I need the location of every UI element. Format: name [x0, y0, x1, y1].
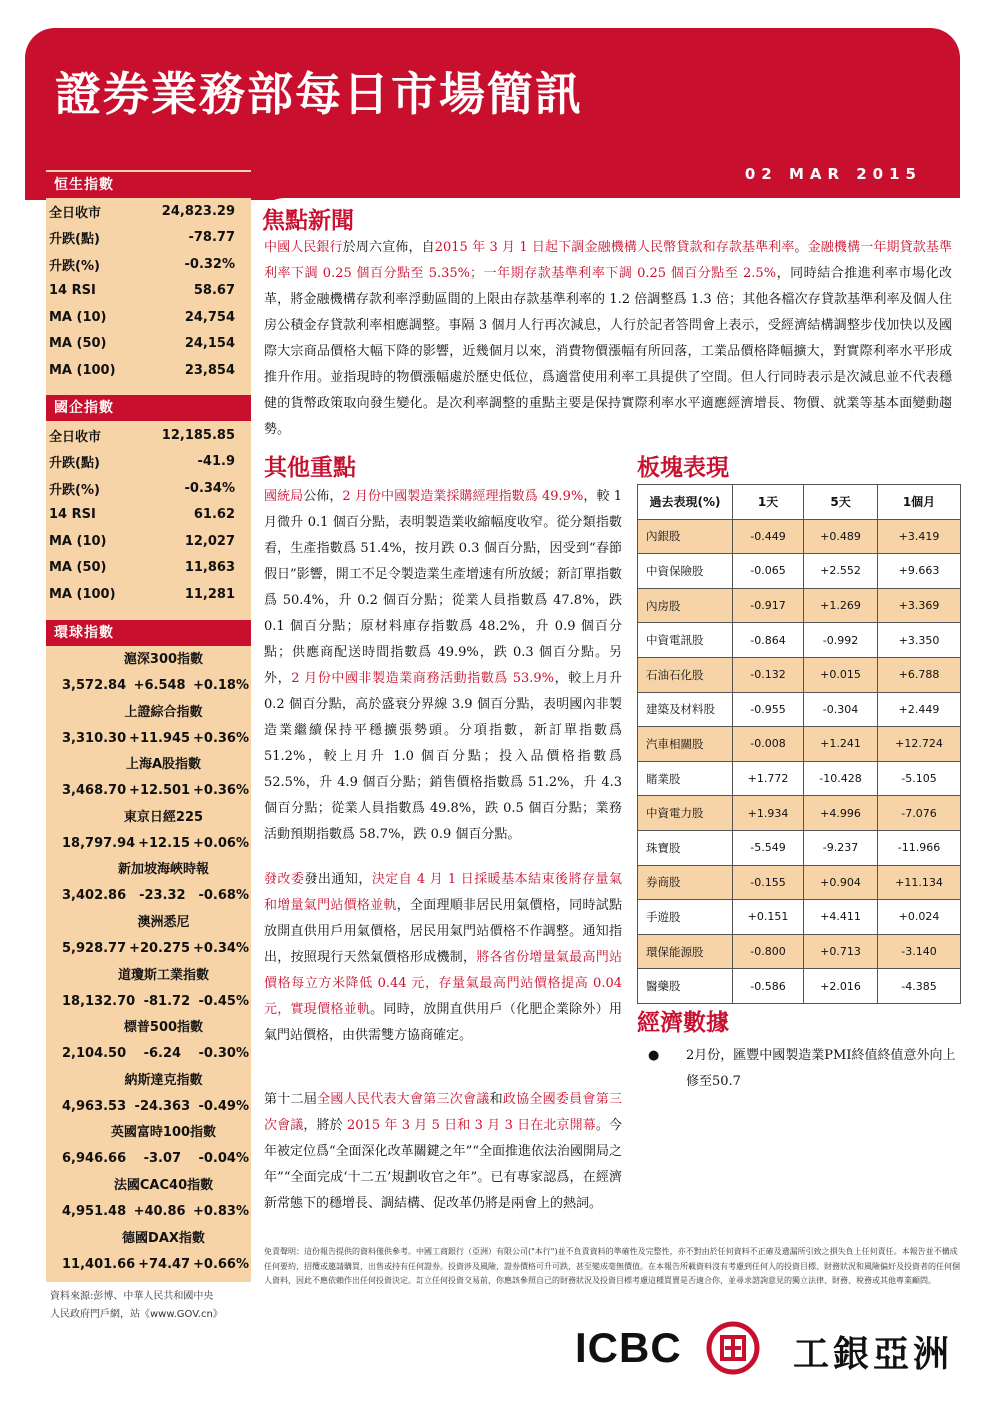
sector-row: [638, 934, 961, 969]
global-index-close: 3,402.86: [62, 888, 127, 904]
sector-cell-d5: +0.713: [804, 934, 878, 969]
hsi-row-label: 14 RSI: [49, 283, 96, 299]
hscei-row-label: MA (10): [49, 533, 107, 549]
sector-cell-m1: +0.024: [878, 900, 961, 935]
hscei-row-value: -41.9: [197, 454, 235, 470]
page-title: 證券業務部每日市場簡訊: [55, 67, 583, 121]
global-header: 環球指數: [46, 620, 251, 646]
sector-cell-d1: -0.917: [733, 588, 804, 623]
global-index-values: [46, 1199, 251, 1225]
hscei-row-value: 11,281: [184, 586, 235, 602]
global-index-chg: -6.24: [143, 1046, 182, 1062]
sector-cell-m1: +6.788: [878, 657, 961, 692]
global-index-chg: -24.363: [134, 1098, 191, 1114]
sector-cell-d5: +2.016: [804, 969, 878, 1004]
hscei-row-label: 14 RSI: [49, 507, 96, 523]
hscei-row-label: MA (50): [49, 560, 107, 576]
hscei-row-value: -0.34%: [184, 480, 235, 496]
global-index-close: 5,928.77: [62, 940, 127, 956]
global-index-item: [46, 1120, 251, 1173]
sector-cell-d5: -0.992: [804, 623, 878, 658]
sector-header-row: [638, 485, 961, 520]
sector-header-cell: 過去表現(%): [638, 485, 733, 520]
other-paragraph-pmi: 國統局公佈，2 月份中國製造業採購經理指數爲 49.9%，較 1 月微升 0.1 個百分點，表明製造業收縮幅度收窄。從分類指數看，生產指數爲 51.4%，按月跌 0.3 個百分點，因受到“春節假日”影響，開工不足令製造業生產增速有所放緩；新訂單指數爲 50.4%，升 0.2 個百分點；從業人員指數爲 47.8%，跌 0.1 個百分點；原材料庫存指數爲 48.2%，升 0.9 個百分點；供應商配送時間指數爲 49.9%，跌 0.3 個百分點。另外，2 月份中國非製造業商務活動指數爲 53.9%，較上月升 0.2 個百分點，高於盛衰分界線 3.9 個百分點，表明國內非製造業繼續保持平穩擴張勢頭。分項指數，新訂單指數爲 51.2%，較上月升 1.0 個百分點；投入品價格指數爲 52.5%，升 4.9 個百分點；銷售價格指數爲 51.2%，升 4.3 個百分點；從業人員指數爲 49.8%，跌 0.5 個百分點；業務活動預期指數爲 58.7%，跌 0.9 個百分點。: [264, 489, 622, 842]
global-index-values: [46, 1094, 251, 1120]
global-index-pct: +0.06%: [193, 835, 249, 851]
sector-table: [637, 484, 961, 1004]
sector-cell-m1: +2.449: [878, 692, 961, 727]
sector-cell-name: 內銀股: [638, 519, 733, 554]
global-index-pct: +0.66%: [193, 1256, 249, 1272]
global-index-chg: +12.15: [138, 835, 191, 851]
global-index-close: 6,946.66: [62, 1151, 127, 1167]
icbc-logo: [575, 1316, 960, 1376]
hsi-row: [46, 198, 251, 225]
sector-cell-d5: +4.996: [804, 796, 878, 831]
disclaimer: 免責聲明：這份報告提供的資料僅供參考。中國工商銀行（亞洲）有限公司("本行")並不負責資料的準確性及完整性，亦不對由於任何資料不正確及遺漏所引致之損失負上任何責任。本報告並不構成任何要約，招攬或邀請購買，出售或持有任何證券。投資涉及風險，證券價格可升可跌，甚至變成毫無價值。在本報告所載資料沒有考慮到任何人的投資目標、財務狀況和風險偏好及投資者的任何個人資料，因此不應依賴作出任何投資決定。訂立任何投資交易前，你應該參照自己的財務狀況及投資目標考慮這種買賣是否適合你，並尋求諮詢意見的獨立法律、財務、稅務或其他專業顧問。: [264, 1247, 960, 1285]
sector-cell-name: 環保能源股: [638, 934, 733, 969]
global-index-name: 上證綜合指數: [124, 704, 203, 720]
hscei-row-value: 12,185.85: [161, 427, 235, 443]
hscei-row-label: MA (100): [49, 586, 116, 602]
sector-cell-name: 中資保險股: [638, 554, 733, 589]
global-index-pct: +0.34%: [193, 940, 249, 956]
global-index-pct: -0.04%: [198, 1151, 249, 1167]
hsi-row-label: MA (100): [49, 362, 116, 378]
hscei-row: [46, 502, 251, 529]
global-index-close: 4,951.48: [62, 1203, 127, 1219]
global-index-pct: +0.18%: [192, 678, 249, 693]
sector-cell-d1: -0.132: [733, 657, 804, 692]
sector-row: [638, 657, 961, 692]
global-index-name: 澳洲悉尼: [137, 914, 190, 930]
hsi-row-value: 23,854: [184, 362, 235, 378]
econ-item: 2月份，匯豐中國製造業PMI終值終值意外向上修至50.7: [686, 1048, 956, 1089]
sector-row: [638, 727, 961, 762]
sector-cell-name: 建築及材料股: [638, 692, 733, 727]
sector-cell-m1: +3.369: [878, 588, 961, 623]
global-index-name: 法國CAC40指數: [113, 1177, 214, 1193]
sector-cell-name: 中資電訊股: [638, 623, 733, 658]
hsi-row: [46, 357, 251, 384]
hsi-row-label: 升跌(點): [49, 232, 100, 248]
sector-row: [638, 588, 961, 623]
global-index-close: 3,572.84: [62, 678, 127, 693]
sector-cell-d5: +1.269: [804, 588, 878, 623]
sector-cell-d1: -0.864: [733, 623, 804, 658]
sector-cell-m1: -4.385: [878, 969, 961, 1004]
hsi-row-value: 24,754: [184, 309, 235, 325]
hsi-row: [46, 251, 251, 278]
sector-cell-name: 醫藥股: [638, 969, 733, 1004]
hsi-row-label: MA (10): [49, 309, 107, 325]
hscei-row: [46, 555, 251, 582]
global-index-chg: +74.47: [138, 1256, 191, 1272]
sector-cell-d5: -10.428: [804, 761, 878, 796]
sector-row: [638, 969, 961, 1004]
global-index-item: [46, 805, 251, 858]
global-index-item: [46, 1173, 251, 1226]
sector-cell-m1: +3.350: [878, 623, 961, 658]
sector-cell-d5: +1.241: [804, 727, 878, 762]
sector-cell-d1: -0.800: [733, 934, 804, 969]
sector-row: [638, 796, 961, 831]
global-index-item: [46, 647, 251, 700]
global-index-name: 道瓊斯工業指數: [117, 967, 209, 983]
sector-cell-name: 賭業股: [638, 761, 733, 796]
sidebar: [46, 170, 251, 1282]
sector-cell-name: 汽車相關股: [638, 727, 733, 762]
global-index-pct: +0.36%: [193, 730, 249, 746]
sector-cell-d1: -0.955: [733, 692, 804, 727]
icbc-emblem-icon: [705, 1320, 761, 1376]
sector-row: [638, 830, 961, 865]
hscei-row-label: 升跌(點): [49, 456, 100, 472]
global-index-pct: -0.68%: [198, 888, 249, 904]
global-index-name: 滬深300指數: [123, 652, 204, 667]
global-index-values: [46, 1041, 251, 1067]
global-index-item: [46, 700, 251, 753]
sector-cell-m1: +11.134: [878, 865, 961, 900]
other-title: 其他重點: [264, 454, 356, 481]
hscei-row-label: 升跌(%): [49, 482, 100, 498]
logo-text: ICBC: [575, 1324, 682, 1371]
hsi-row-value: 58.67: [193, 283, 235, 299]
global-index-chg: +20.275: [129, 940, 191, 956]
hsi-row-value: -78.77: [188, 230, 235, 246]
hscei-header: 國企指數: [46, 395, 251, 421]
sector-row: [638, 519, 961, 554]
global-index-item: [46, 857, 251, 910]
global-index-item: [46, 1226, 251, 1279]
global-index-chg: -23.32: [139, 888, 186, 904]
sector-cell-name: 石油石化股: [638, 657, 733, 692]
focus-paragraph: 中國人民銀行於周六宣佈，自2015 年 3 月 1 日起下調金融機構人民幣貸款和存款基準利率。金融機構一年期貸款基準利率下調 0.25 個百分點至 5.35%；一年期存款基準利率下調 0.25 個百分點至 2.5%，同時結合推進利率市場化改革，將金融機構存款利率浮動區間的上限由存款基準利率的 1.2 倍調整爲 1.3 倍；其他各檔次存貸款基準利率及個人住房公積金存貸款利率相應調整。事隔 3 個月人行再次減息，人行於記者答問會上表示，受經濟結構調整步伐加快以及國際大宗商品價格大幅下降的影響，近幾個月以來，消費物價漲幅有所回落，工業品價格降幅擴大，對實際利率水平形成推升作用。並指現時的物價漲幅處於歷史低位，爲適當使用利率工具提供了空間。但人行同時表示是次減息並不代表穩健的貨幣政策取向發生變化。是次利率調整的重點主要是保持實際利率水平適應經濟增長、物價、就業等基本面變動趨勢。: [264, 240, 952, 437]
global-index-close: 3,310.30: [62, 730, 127, 746]
hsi-row: [46, 331, 251, 358]
global-index-pct: -0.49%: [198, 1098, 249, 1114]
global-index-chg: -3.07: [143, 1151, 182, 1167]
hscei-row: [46, 449, 251, 476]
hscei-row: [46, 475, 251, 502]
sector-cell-m1: +12.724: [878, 727, 961, 762]
sector-cell-name: 珠寶股: [638, 830, 733, 865]
global-table: [46, 647, 251, 1278]
hscei-row-value: 12,027: [184, 533, 235, 549]
global-index-item: [46, 752, 251, 805]
sector-cell-m1: -3.140: [878, 934, 961, 969]
sector-cell-d1: +1.772: [733, 761, 804, 796]
hsi-row-value: 24,154: [184, 336, 235, 352]
global-index-name: 新加坡海峽時報: [117, 862, 209, 878]
sector-cell-name: 手遊股: [638, 900, 733, 935]
hscei-row: [46, 528, 251, 555]
sector-header-cell: 5天: [804, 485, 878, 520]
hsi-row: [46, 225, 251, 252]
source-line: 人民政府門戶網，站《www.GOV.cn》: [50, 1309, 223, 1320]
sector-row: [638, 692, 961, 727]
global-index-close: 3,468.70: [62, 783, 127, 799]
hscei-row-label: 全日收市: [49, 429, 102, 445]
hsi-row: [46, 278, 251, 305]
sector-cell-d1: -0.155: [733, 865, 804, 900]
sector-cell-m1: -5.105: [878, 761, 961, 796]
sector-cell-d1: +1.934: [733, 796, 804, 831]
global-index-values: [46, 936, 251, 962]
sector-row: [638, 865, 961, 900]
bullet-icon: ●: [648, 1048, 660, 1063]
global-index-values: [46, 1252, 251, 1278]
hscei-table: [46, 422, 251, 608]
hsi-row-label: 升跌(%): [49, 258, 100, 274]
other-paragraph-npc: 第十二屆全國人民代表大會第三次會議和政協全國委員會第三次會議，將於 2015 年 3 月 5 日和 3 月 3 日在北京開幕。今年被定位爲“全面深化改革關鍵之年”“全面推進依法治國開局之年”“全面完成‘十二五’規劃收官之年”。已有專家認爲，在經濟新常態下的穩增長、調結構、促改革仍將是兩會上的熱詞。: [264, 1092, 622, 1211]
global-index-pct: +0.36%: [193, 783, 249, 799]
hscei-row-value: 61.62: [193, 507, 235, 523]
global-index-item: [46, 963, 251, 1016]
sector-cell-d5: +0.489: [804, 519, 878, 554]
hsi-row-label: MA (50): [49, 336, 107, 352]
global-index-chg: +12.501: [129, 783, 191, 799]
global-index-chg: -81.72: [143, 993, 191, 1009]
global-index-close: 11,401.66: [62, 1256, 136, 1272]
sector-cell-d1: -0.449: [733, 519, 804, 554]
global-index-close: 18,797.94: [62, 835, 136, 851]
sector-row: [638, 554, 961, 589]
global-index-item: [46, 1015, 251, 1068]
global-index-name: 英國富時100指數: [110, 1125, 217, 1141]
sector-cell-d1: +0.151: [733, 900, 804, 935]
global-index-name: 納斯達克指數: [124, 1072, 203, 1088]
global-index-values: [46, 673, 251, 699]
global-index-item: [46, 910, 251, 963]
sector-cell-name: 內房股: [638, 588, 733, 623]
global-index-chg: +40.86: [133, 1203, 186, 1219]
report-date: 02 MAR 2015: [744, 165, 922, 183]
global-index-name: 上海A股指數: [125, 757, 202, 773]
global-index-values: [46, 1146, 251, 1172]
source-line: 資料來源:彭博、中華人民共和國中央: [50, 1291, 214, 1302]
econ-title: 經濟數據: [637, 1009, 729, 1036]
sector-cell-d5: +4.411: [804, 900, 878, 935]
sector-row: [638, 623, 961, 658]
global-index-chg: +6.548: [133, 678, 186, 693]
sector-cell-name: 券商股: [638, 865, 733, 900]
focus-title: 焦點新聞: [262, 207, 354, 234]
sector-header-cell: 1個月: [878, 485, 961, 520]
global-index-values: [46, 883, 251, 909]
global-index-values: [46, 726, 251, 752]
sector-cell-m1: +3.419: [878, 519, 961, 554]
hsi-row-value: 24,823.29: [161, 203, 235, 219]
sector-cell-d1: -0.586: [733, 969, 804, 1004]
global-index-name: 德國DAX指數: [122, 1230, 205, 1246]
global-index-close: 18,132.70: [62, 993, 136, 1009]
hscei-row-value: 11,863: [184, 560, 235, 576]
sector-cell-m1: -11.966: [878, 830, 961, 865]
global-index-pct: -0.45%: [198, 993, 249, 1009]
sector-cell-m1: +9.663: [878, 554, 961, 589]
global-index-values: [46, 778, 251, 804]
sector-cell-d5: +0.904: [804, 865, 878, 900]
hsi-table: [46, 198, 251, 384]
global-index-chg: +11.945: [129, 730, 191, 746]
sector-cell-d5: -0.304: [804, 692, 878, 727]
hsi-row: [46, 304, 251, 331]
hscei-row: [46, 581, 251, 608]
global-index-name: 東京日經225: [123, 809, 204, 825]
hsi-row-label: 全日收市: [49, 205, 102, 221]
sector-row: [638, 761, 961, 796]
data-source: [50, 1288, 250, 1324]
global-index-close: 2,104.50: [62, 1046, 127, 1062]
sector-cell-d1: -0.065: [733, 554, 804, 589]
sector-cell-name: 中資電力股: [638, 796, 733, 831]
sector-row: [638, 900, 961, 935]
sector-cell-d1: -5.549: [733, 830, 804, 865]
hscei-row: [46, 422, 251, 449]
global-index-pct: -0.30%: [198, 1046, 249, 1062]
sector-title: 板塊表現: [637, 454, 729, 481]
global-index-values: [46, 831, 251, 857]
hsi-row-value: -0.32%: [184, 256, 235, 272]
other-paragraph-gas: 發改委發出通知，決定自 4 月 1 日採暖基本結束後將存量氣和增量氣門站價格並軌，全面理順非居民用氣價格，同時試點放開直供用戶用氣價格，居民用氣門站價格不作調整。通知指出，按照現行天然氣價格形成機制，將各省份增量氣最高門站價格每立方米降低 0.44 元，存量氣最高門站價格提高 0.04 元，實現價格並軌。同時，放開直供用戶（化肥企業除外）用氣門站價格，由供需雙方協商確定。: [264, 872, 622, 1043]
sector-cell-d5: +0.015: [804, 657, 878, 692]
sector-cell-d1: -0.008: [733, 727, 804, 762]
brand-name: 工銀亞洲: [793, 1334, 954, 1375]
global-index-name: 標普500指數: [123, 1020, 204, 1036]
hsi-header: 恒生指數: [46, 172, 251, 198]
global-index-item: [46, 1068, 251, 1121]
global-index-pct: +0.83%: [192, 1203, 249, 1219]
global-index-values: [46, 989, 251, 1015]
sector-header-cell: 1天: [733, 485, 804, 520]
sector-cell-d5: +2.552: [804, 554, 878, 589]
sector-cell-d5: -9.237: [804, 830, 878, 865]
sector-cell-m1: -7.076: [878, 796, 961, 831]
global-index-close: 4,963.53: [62, 1098, 127, 1114]
